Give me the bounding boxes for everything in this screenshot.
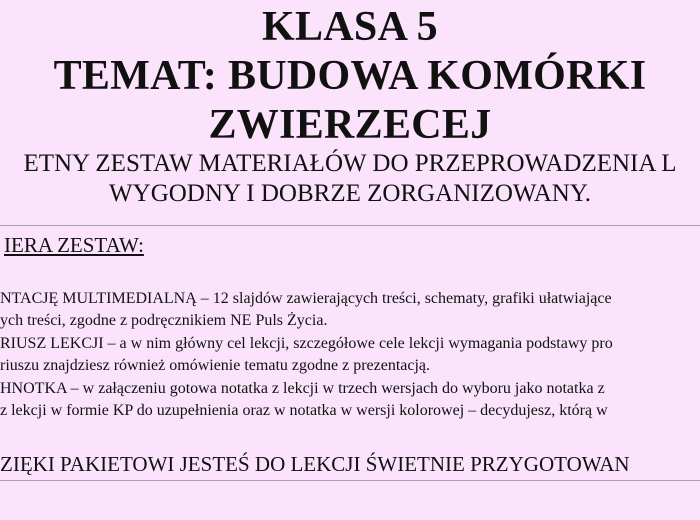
item-line-6: z lekcji w formie KP do uzupełnienia oraz w notatka w wersji kolorowej – decydujesz, którą w (0, 402, 608, 419)
divider-bottom (0, 480, 700, 481)
title-line-1: KLASA 5 (262, 4, 438, 50)
divider-top (0, 225, 700, 226)
item-line-4: riuszu znajdziesz również omówienie tematu zgodne z prezentacją. (0, 357, 431, 374)
item-line-2: ych treści, zgodne z podręcznikiem NE Puls Życia. (0, 312, 328, 329)
title-line-3: ZWIERZECEJ (208, 102, 492, 148)
subtitle-line-2: WYGODNY I DOBRZE ZORGANIZOWANY. (109, 180, 591, 207)
footer-text: ZIĘKI PAKIETOWI JESTEŚ DO LEKCJI ŚWIETNIE PRZYGOTOWAN (0, 452, 630, 476)
title-line-2: TEMAT: BUDOWA KOMÓRKI (53, 53, 647, 99)
item-line-1: NTACJĘ MULTIMEDIALNĄ – 12 slajdów zawierających treści, schematy, grafiki ułatwiające (0, 290, 612, 307)
subtitle-line-1: ETNY ZESTAW MATERIAŁÓW DO PRZEPROWADZENIA L (23, 150, 677, 177)
section-heading: IERA ZESTAW: (4, 233, 144, 257)
item-line-5: HNOTKA – w załączeniu gotowa notatka z lekcji w trzech wersjach do wyboru jako notatka z (0, 380, 605, 397)
item-line-3: RIUSZ LEKCJI – a w nim główny cel lekcji, szczegółowe cele lekcji wymagania podstawy pro (0, 335, 613, 352)
